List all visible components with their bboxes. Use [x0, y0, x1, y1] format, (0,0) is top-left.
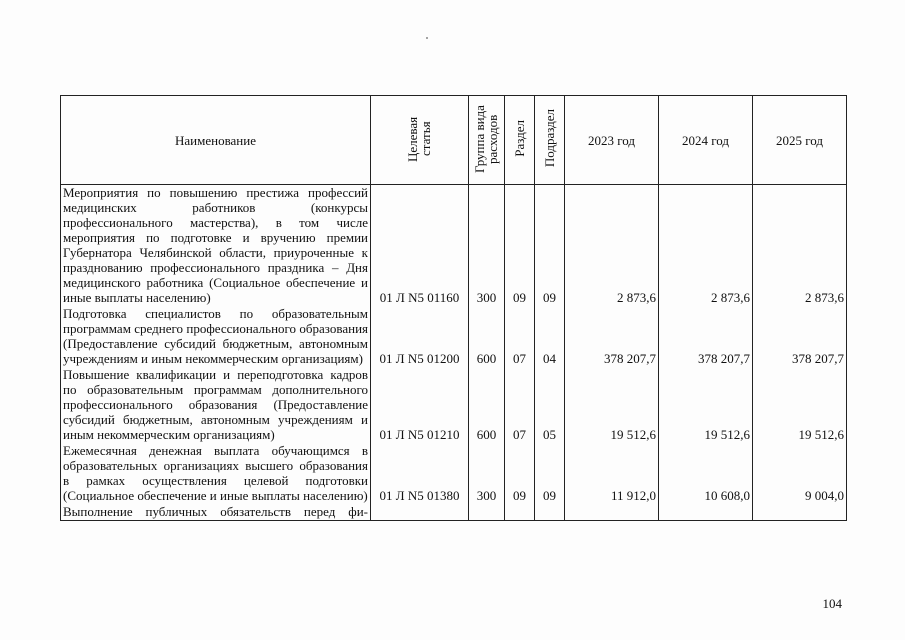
row-2024	[659, 504, 753, 521]
header-group-text: Группа вида расходов	[471, 104, 500, 173]
row-target: 01 Л N5 01210	[371, 367, 469, 443]
row-section: 07	[505, 306, 535, 367]
row-2023: 11 912,0	[565, 443, 659, 504]
row-subsection: 09	[535, 443, 565, 504]
row-2023	[565, 504, 659, 521]
header-subsection	[535, 96, 565, 185]
row-2025: 19 512,6	[753, 367, 847, 443]
table-row	[61, 185, 847, 307]
row-subsection: 09	[535, 185, 565, 307]
row-group	[469, 504, 505, 521]
table-row	[61, 443, 847, 504]
row-2024: 2 873,6	[659, 185, 753, 307]
row-group: 300	[469, 185, 505, 307]
row-subsection	[535, 504, 565, 521]
row-target	[371, 504, 469, 521]
row-target: 01 Л N5 01200	[371, 306, 469, 367]
page-number: 104	[822, 596, 842, 611]
header-subsection-text: Подраздел	[542, 109, 557, 168]
row-2024: 19 512,6	[659, 367, 753, 443]
header-2023: 2023 год	[565, 96, 659, 185]
row-2024: 378 207,7	[659, 306, 753, 367]
header-target-text: Целевая статья	[404, 115, 433, 162]
row-section: 07	[505, 367, 535, 443]
row-name: Повышение квалификации и переподготовка кадров по образовательным программам дополнительного профессионального образования (Предоставление субсидий бюджетным, автономным учреждениям и иным некоммерческим организациям)	[61, 367, 371, 443]
row-group: 300	[469, 443, 505, 504]
scan-speck	[426, 37, 428, 39]
header-section	[505, 96, 535, 185]
row-section: 09	[505, 185, 535, 307]
row-2025: 378 207,7	[753, 306, 847, 367]
table-row	[61, 306, 847, 367]
row-name: Выполнение публичных обязательств перед фи-	[61, 504, 371, 521]
row-2024: 10 608,0	[659, 443, 753, 504]
row-group: 600	[469, 306, 505, 367]
table-row	[61, 504, 847, 521]
table-row	[61, 367, 847, 443]
header-2025: 2025 год	[753, 96, 847, 185]
row-target: 01 Л N5 01160	[371, 185, 469, 307]
row-2023: 2 873,6	[565, 185, 659, 307]
table-header-row	[61, 96, 847, 185]
budget-table	[60, 95, 847, 521]
row-subsection: 04	[535, 306, 565, 367]
header-target	[371, 96, 469, 185]
header-section-text: Раздел	[512, 120, 527, 157]
row-name: Мероприятия по повышению престижа профессий медицинских работников (конкурсы профессионального мастерства), в том числе мероприятия по подготовке и вручению премии Губернатора Челябинской области, приуроченные к празднованию профессионального праздника – Дня медицинского работника (Социальное обеспечение и иные выплаты населению)	[61, 185, 371, 307]
row-name: Подготовка специалистов по образовательным программам среднего профессионального образования (Предоставление субсидий бюджетным, автономным учреждениям и иным некоммерческим организациям)	[61, 306, 371, 367]
header-group	[469, 96, 505, 185]
row-2025: 9 004,0	[753, 443, 847, 504]
row-2025: 2 873,6	[753, 185, 847, 307]
row-section	[505, 504, 535, 521]
row-group: 600	[469, 367, 505, 443]
row-target: 01 Л N5 01380	[371, 443, 469, 504]
row-name: Ежемесячная денежная выплата обучающимся в образовательных организациях высшего образования в рамках осуществления целевой подготовки (Социальное обеспечение и иные выплаты населению)	[61, 443, 371, 504]
row-2023: 19 512,6	[565, 367, 659, 443]
header-name: Наименование	[61, 96, 371, 185]
row-section: 09	[505, 443, 535, 504]
row-2025	[753, 504, 847, 521]
header-2024: 2024 год	[659, 96, 753, 185]
row-2023: 378 207,7	[565, 306, 659, 367]
row-subsection: 05	[535, 367, 565, 443]
